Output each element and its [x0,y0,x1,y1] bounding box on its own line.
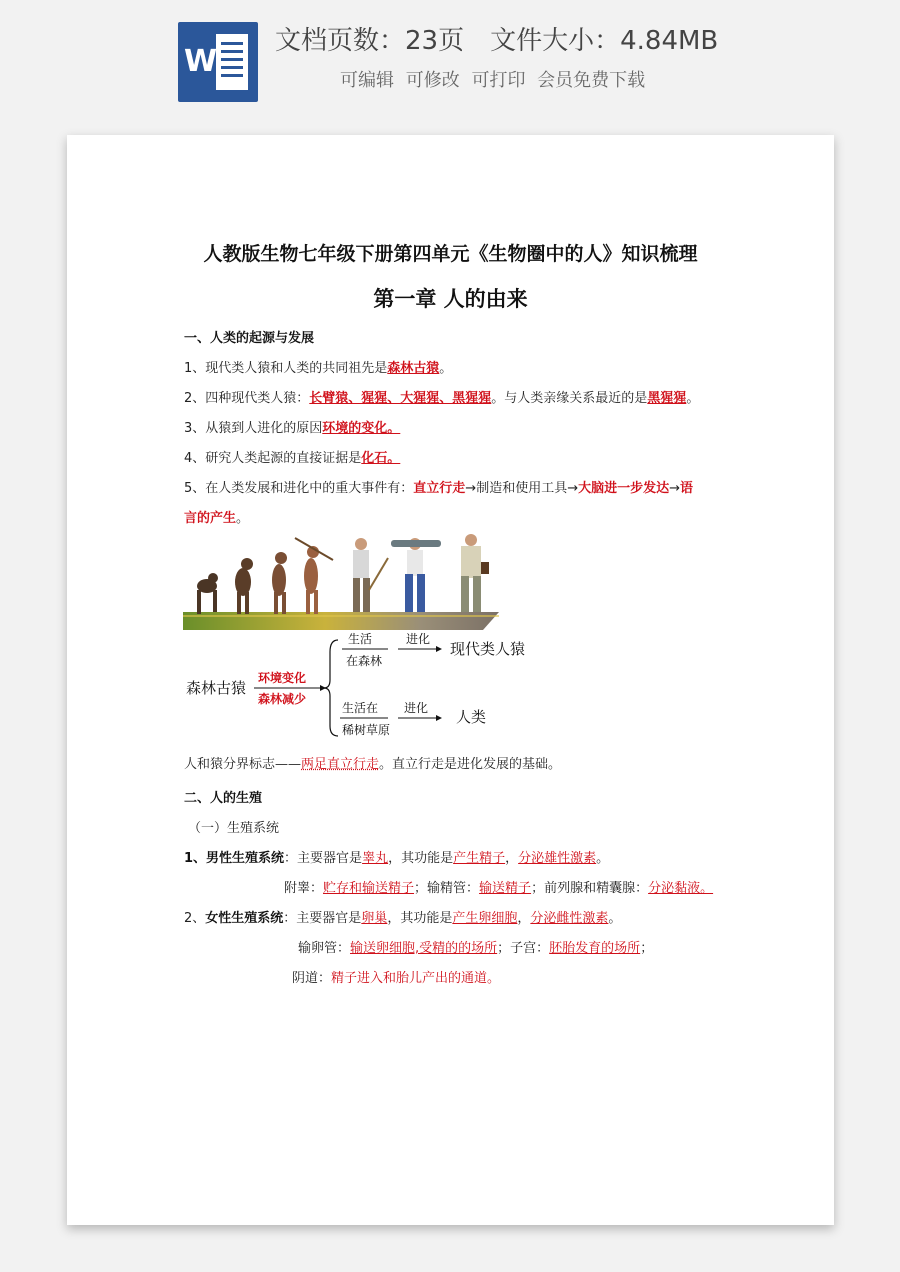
diagram-lower-above: 生活在 [342,701,379,715]
chapter-title: 第一章 人的由来 [373,287,528,311]
human-evolution-image [183,530,499,630]
point-4: 4、研究人类起源的直接证据是化石。 [184,451,401,466]
ape-human-boundary: 人和猿分界标志——两足直立行走。直立行走是进化发展的基础。 [184,757,562,772]
document-page [67,135,834,1225]
subsection-reproductive-system: （一）生殖系统 [188,821,280,836]
answer-chimpanzee: 黑猩猩 [647,391,687,406]
download-banner [0,0,900,125]
diagram-cause-bottom: 森林减少 [258,692,307,706]
diagram-lower-evolve: 进化 [404,701,429,715]
answer-forest-ape: 森林古猿 [387,361,440,376]
diagram-upper-below: 在森林 [346,654,383,668]
section-heading-reproduction: 二、人的生殖 [184,791,263,806]
diagram-upper-evolve: 进化 [406,632,431,646]
diagram-cause-top: 环境变化 [258,671,307,685]
answer-fossil: 化石。 [361,451,401,466]
male-organs-line: 附睾：贮存和输送精子；输精管：输送精子；前列腺和精囊腺：分泌黏液。 [284,881,714,896]
answer-environment: 环境的变化。 [322,421,401,436]
diagram-origin: 森林古猿 [186,679,247,697]
word-doc-icon [178,22,258,102]
female-organs-line: 输卵管：输送卵细胞,受精的的场所；子宫：胚胎发育的场所； [298,941,654,956]
female-system-line: 2、女性生殖系统：主要器官是卵巢，其功能是产生卵细胞，分泌雌性激素。 [184,911,622,926]
page-count: 文档页数：23页 [275,26,465,56]
point-3: 3、从猿到人进化的原因环境的变化。 [184,421,401,436]
diagram-upper-result: 现代类人猿 [450,640,526,658]
point-1: 1、现代类人猿和人类的共同祖先是森林古猿。 [184,361,453,376]
word-letter: W [184,44,218,79]
diagram-upper-above: 生活 [348,632,373,646]
diagram-lower-below: 稀树草原 [342,723,391,737]
point-5: 5、在人类发展和进化中的重大事件有：直立行走→制造和使用工具→大脑进一步发达→语 [184,481,694,496]
diagram-brace [324,640,338,736]
point-2: 2、四种现代类人猿：长臂猿、猩猩、大猩猩、黑猩猩。与人类亲缘关系最近的是黑猩猩。 [184,391,700,406]
file-info [275,20,718,57]
answer-bipedal: 两足直立行走 [301,757,380,772]
section-heading-origin: 一、人类的起源与发展 [184,331,315,346]
file-size: 文件大小：4.84MB [490,26,719,56]
vagina-line: 阴道：精子进入和胎儿产出的通道。 [292,971,501,986]
male-system-line: 1、男性生殖系统：主要器官是睾丸，其功能是产生精子，分泌雄性激素。 [184,851,610,866]
evolution-diagram [180,630,560,745]
answer-four-apes: 长臂猿、猩猩、大猩猩、黑猩猩 [309,391,492,406]
diagram-lower-result: 人类 [456,708,487,726]
point-5-continued: 言的产生。 [184,511,250,526]
feature-list: 可编辑 可修改 可打印 会员免费下载 [340,70,646,91]
document-title: 人教版生物七年级下册第四单元《生物圈中的人》知识梳理 [203,243,698,265]
